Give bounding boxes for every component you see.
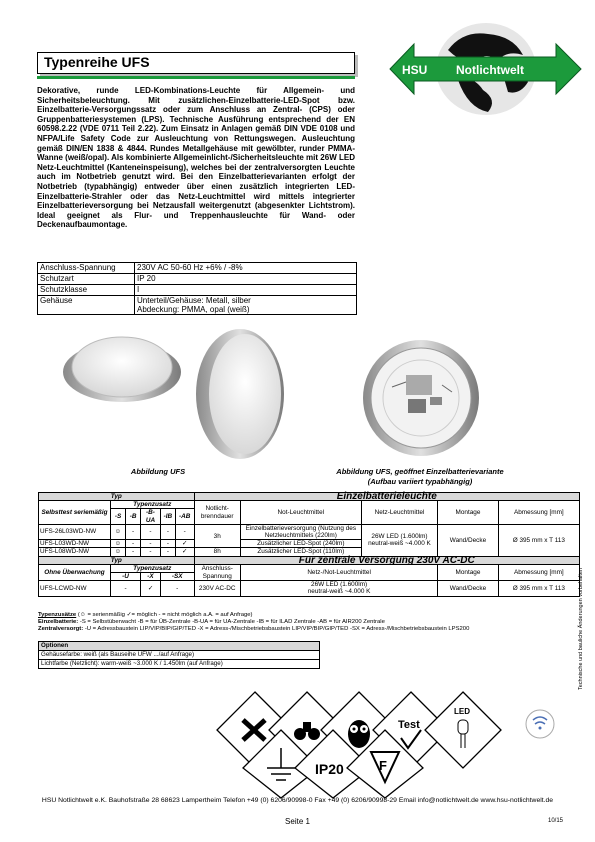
page-number: Seite 1 — [285, 817, 310, 826]
spec-table — [37, 262, 357, 315]
svg-text:Test: Test — [398, 719, 420, 731]
type-name: UFS-LCWD-NW — [39, 581, 111, 596]
lamp-closed-image — [62, 322, 182, 408]
table-row: UFS-L03WD-NW ☺ - - - ✓ Zusätzlicher LED-Spot (240lm) — [39, 540, 580, 548]
suffix: -B — [126, 509, 141, 524]
section-zentral: Für zentrale Versorgung 230V AC-DC — [194, 556, 580, 564]
spec-key: Schutzart — [38, 274, 135, 285]
page-title: Typenreihe UFS — [44, 54, 150, 70]
spec-row — [38, 263, 357, 274]
col-selbsttest: Selbsttest seriemäßig — [39, 501, 111, 525]
intro-paragraph: Dekorative, runde LED-Kombinations-Leuchte für Allgemein- und Sicherheitsbeleuchtung. Mit zusätzlichen-Einzelbatterie-LED-Spot bzw. Einzelbatterie-Versorgungssatz oder zum Anschluss an Zentral- (CPS) oder Gruppenbatteriesystemen (LPS). Technische Ausführung entsprechend der EN 60598.2.22 (VDE 0711 Teil 2.22). Zum Einsatz in Anlagen gemäß DIN VDE 0108 und NFPA/Life Safety Code zur Ausleuchtung von Rettungswegen. Ausleuchtung gemäß DIN/EN 1838 & 4844. Rundes Metallgehäuse mit gewölbter, runder PMMA-Wanne (weiß/opal). Als kombinierte Allgemeinlicht-/Sicherheitsleuchte mit 26W LED Netz-Leuchtmittel (Kanteneinspeisung), welches bei der zentralversorgten Leuchte auch im Notbetrieb genutzt wird. Bei den Einzelbatterievarianten erfolgt der Notbetrieb (typabhängig) entweder über einen zusätzlich integrierten LED-Einzelbatterie-Strahler oder das Netz-Leuchtmittel wird mittels integrierter Einzelbatterieversorgung bei Netzausfall weitergenutzt (abgesenkter Lichtstrom). Ideal geeignet als Flur- und Treppenhausleuchte für Wand- oder Deckenaufbaumontage. — [37, 86, 355, 230]
col-montage: Montage — [438, 501, 498, 525]
svg-text:F: F — [379, 758, 387, 773]
caption-right-1: Abbildung UFS, geöffnet Einzelbatterievariante — [336, 467, 504, 476]
spec-value: 230V AC 50-60 Hz +6% / -8% — [135, 263, 357, 274]
spec-row — [38, 285, 357, 296]
spec-value: IP 20 — [135, 274, 357, 285]
table-row: UFS-26L03WD-NW ☺ - - - - 3h Einzelbatterieversorgung (Nutzung des Netzleuchtmittels (220lm) 26W LED (1.600lm) neutral-weiß ~4.000 K Wand/Decke Ø 395 mm x T 113 — [39, 524, 580, 539]
svg-text:IP20: IP20 — [315, 761, 344, 777]
caption-right-2: (Aufbau variiert typabhängig) — [367, 477, 473, 486]
footer-address: HSU Notlichtwelt e.K. Bauhofstraße 28 68623 Lampertheim Telefon +49 (0) 6206/90998-0 Fax +49 (0) 6206/90998-29 Email info@notlichtwelt.de www.hsu-notlichtwelt.de — [41, 797, 554, 804]
typ-header-2: Typ — [39, 556, 195, 564]
spec-row — [38, 274, 357, 285]
option-item: Lichtfarbe (Netzlicht): warm-weiß ~3.000 K / 1.450lm (auf Anfrage) — [39, 660, 320, 669]
suffix: -AB — [175, 509, 194, 524]
svg-text:LED: LED — [454, 707, 470, 716]
col-abmessung: Abmessung [mm] — [498, 501, 579, 525]
table-row: UFS-L08WD-NW ☺ - - - ✓ 8h Zusätzlicher LED-Spot (110lm) — [39, 548, 580, 556]
type-name: UFS-26L03WD-NW — [39, 524, 111, 539]
brenndauer: 3h — [194, 524, 240, 548]
certification-icons — [215, 690, 575, 800]
type-name: UFS-L03WD-NW — [39, 540, 111, 548]
title-underline — [37, 76, 355, 79]
hsu-logo — [388, 20, 583, 118]
col-notlicht: Notlicht-brenndauer — [194, 501, 240, 525]
options-title: Optionen — [39, 642, 320, 651]
suffix: -B-UA — [141, 509, 161, 524]
spec-value: Unterteil/Gehäuse: Metall, silber — [137, 296, 251, 305]
options-table — [38, 641, 320, 669]
spec-value: I — [135, 285, 357, 296]
logo-text-right: Notlichtwelt — [456, 63, 524, 77]
page-title-box — [37, 52, 355, 74]
section-einzelbatterie: Einzelbatterieleuchte — [194, 493, 580, 501]
led-icon — [425, 692, 501, 768]
col-netz: Netz-Leuchtmittel — [361, 501, 438, 525]
wireless-icon — [526, 710, 554, 738]
typ-header: Typ — [39, 493, 195, 501]
suffix: -IB — [160, 509, 175, 524]
side-note: Technische und bauliche Änderungen vorbehalten — [578, 567, 584, 690]
spec-key: Schutzklasse — [38, 285, 135, 296]
spec-key: Anschluss-Spannung — [38, 263, 135, 274]
product-table: Typ Einzelbatterieleuchte Selbsttest seriemäßig Typenzusatz Notlicht-brenndauer Not-Leuchtmittel Netz-Leuchtmittel Montage Abmessung [mm] -S -B -B-UA -IB -AB UFS-26L03WD-NW ☺ - - - - 3h Einzelbatterieversorgung (Nutzung des Netzleuchtmittels (220lm) 26W LED (1.600lm) neutral-weiß ~4.000 K Wand/Decke Ø 395 mm x T 113 UFS-L03WD-NW ☺ - - - ✓ Zusätzlicher LED-Spot (240lm) UFS-L08WD-NW ☺ - - - ✓ 8h Zusätzlicher LED-Spot (110lm) Typ Für zentrale Versorgung 230V AC-DC Ohne Überwachung Typenzusatz Anschluss-Spannung Netz-/Not-Leuchtmittel Montage Abmessung [mm] -U -X -SX UFS-LCWD-NW - ✓ - 230V AC-DC 26W LED (1.600lm) neutral-weiß ~4.000 K Wand/Decke Ø 395 mm x T 113 — [38, 492, 580, 597]
legend: Typenzusätze (☺ = serienmäßig ✓= möglich - = nicht möglich a.A. = auf Anfrage) Einzelbatterie: -S = Selbstüberwacht -B = für ÜB-Zentrale -B-UA = für UA-Zentrale -IB = für ILAD Zentrale -AB = für AIR200 Zentrale Zentralversorgt: -U = Adressbaustein LIP/VIP/BIP/GIP/TED -X = Adress-/Mischbetriebsbaustein LIP/VIP/BIP/GIP/TED -SX = Adress-/Mischbetriebsbaustein LPS200 — [38, 612, 470, 633]
caption-left: Abbildung UFS — [130, 467, 186, 476]
spec-key: Gehäuse — [38, 296, 135, 315]
table-row: UFS-LCWD-NW - ✓ - 230V AC-DC 26W LED (1.600lm) neutral-weiß ~4.000 K Wand/Decke Ø 395 mm x T 113 — [39, 581, 580, 596]
logo-text-left: HSU — [402, 63, 428, 77]
suffix: -S — [110, 509, 125, 524]
type-name: UFS-L08WD-NW — [39, 548, 111, 556]
page-code: 10/15 — [548, 818, 564, 824]
lamp-side-image — [195, 328, 285, 460]
spec-row — [38, 296, 357, 315]
col-typenzusatz: Typenzusatz — [110, 501, 194, 509]
option-item: Gehäusefarbe: weiß (als Bauseihe UFW .../auf Anfrage) — [39, 651, 320, 660]
col-not: Not-Leuchtmittel — [240, 501, 361, 525]
lamp-open-image — [362, 337, 480, 459]
spec-value-2: Abdeckung: PMMA, opal (weiß) — [137, 305, 250, 314]
